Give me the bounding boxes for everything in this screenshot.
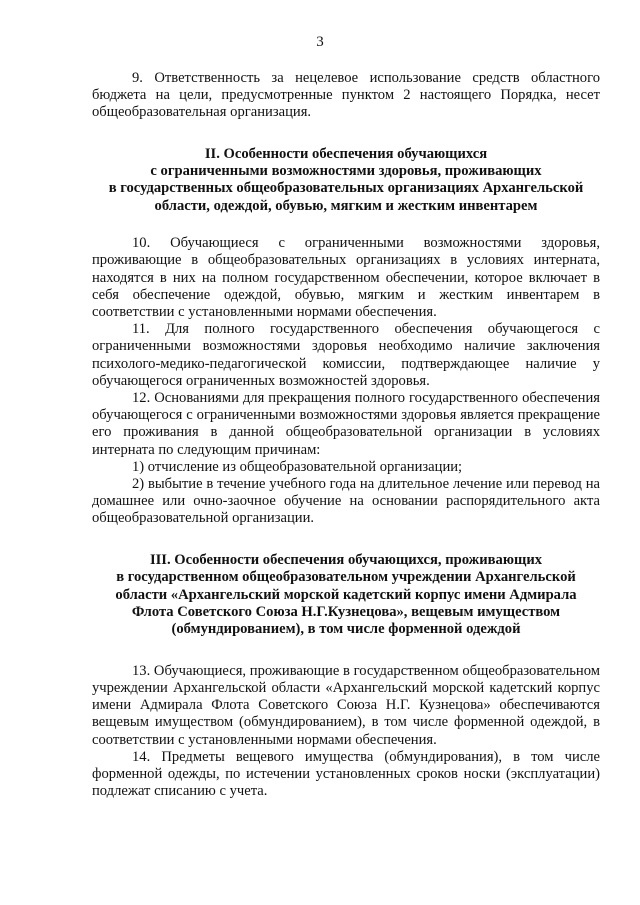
section-2-heading-line: II. Особенности обеспечения обучающихся [204,145,488,162]
paragraph-9: 9. Ответственность за нецелевое использование средств областного бюджета на цели, предусмотренные пунктом 2 настоящего Порядка, несет общеобразовательная организация. [92,70,600,121]
paragraph-10: 10. Обучающиеся с ограниченными возможностями здоровья, проживающие в общеобразовательных организациях в условиях интерната, находятся в них на полном государственном обеспечении, которое включает в себя обеспечение одеждой, обувью, мягким и жестким инвентарем в соответствии с установленными нормами обеспечения. [92,235,600,321]
section-2-heading-line: области, одеждой, обувью, мягким и жестким инвентарем [154,197,538,214]
section-3-heading [92,552,600,639]
section-3-heading-line: (обмундированием), в том числе форменной одеждой [171,621,521,638]
section-2-heading-line: в государственных общеобразовательных организациях Архангельской [108,180,584,197]
paragraph-11: 11. Для полного государственного обеспечения обучающегося с ограниченными возможностями здоровья необходимо наличие заключения психолого-медико-педагогической комиссии, подтверждающее наличие у обучающегося ограниченных возможностей здоровья. [92,321,600,389]
paragraph-14: 14. Предметы вещевого имущества (обмундирования), в том числе форменной одежды, по истечении установленных сроков носки (эксплуатации) подлежат списанию с учета. [92,748,600,800]
section-2-heading-line: с ограниченными возможностями здоровья, проживающих [150,163,542,180]
page-number: 3 [316,34,324,50]
section-2-heading [92,146,600,216]
section-3-heading-line: Флота Советского Союза Н.Г.Кузнецова», вещевым имуществом [131,603,561,620]
paragraph-13: 13. Обучающиеся, проживающие в государственном общеобразовательном учреждении Архангельской области «Архангельский морской кадетский корпус имени Адмирала Флота Советского Союза Н.Г. Кузнецова» обеспечиваются вещевым имуществом (обмундированием), в том числе форменной одеждой, в соответствии с установленными нормами обеспечения. [92,662,600,748]
section-3-heading-line: III. Особенности обеспечения обучающихся, проживающих [149,551,543,568]
paragraph-12-item-2: 2) выбытие в течение учебного года на длительное лечение или перевод на домашнее или очно-заочное обучение на основании распорядительного акта общеобразовательной организации. [92,476,600,527]
section-3-heading-line: области «Архангельский морской кадетский корпус имени Адмирала [115,586,577,603]
section-3-heading-line: в государственном общеобразовательном учреждении Архангельской [116,569,576,586]
paragraph-12-item-1: 1) отчисление из общеобразовательной организации; [132,458,463,475]
paragraph-12: 12. Основаниями для прекращения полного государственного обеспечения обучающегося с ограниченными возможностями здоровья является прекращение его проживания в данной общеобразовательной организации в условиях интерната по следующим причинам: [92,390,600,458]
document-body [92,70,600,800]
